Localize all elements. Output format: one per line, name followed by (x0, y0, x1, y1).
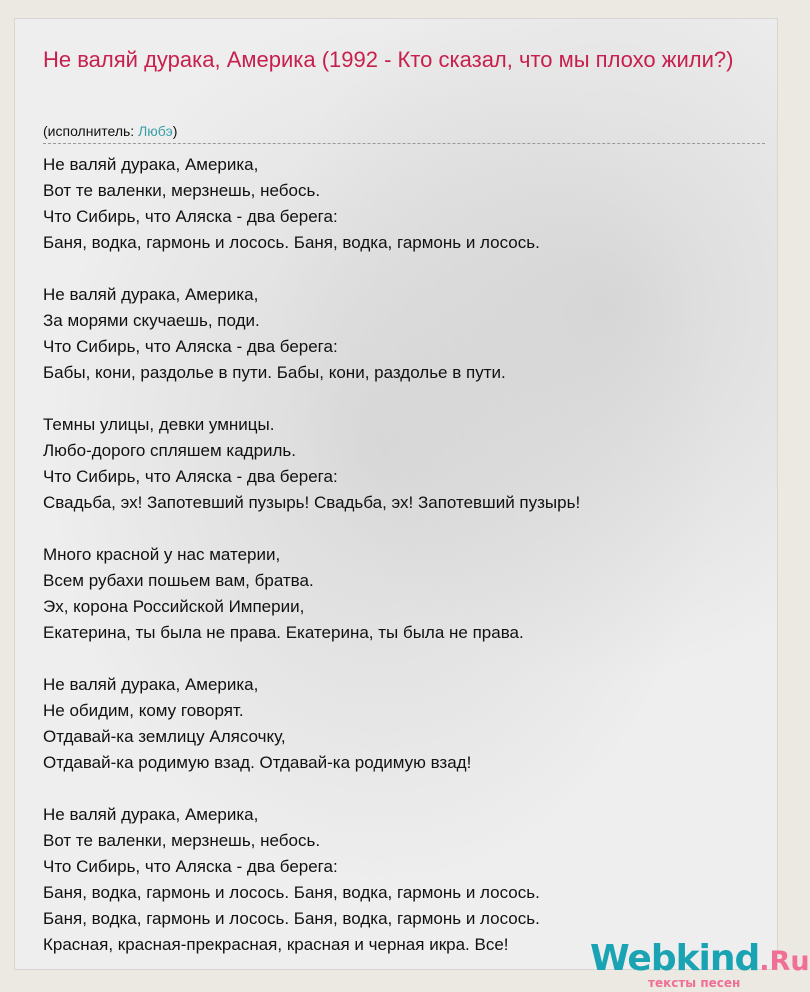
lyric-line: Любо-дорого спляшем кадриль. (43, 441, 297, 460)
lyric-line: Не валяй дурака, Америка, (43, 155, 259, 174)
lyric-line: Свадьба, эх! Запотевший пузырь! Свадьба, эх! Запотевший пузырь! (43, 493, 581, 512)
logo-tagline: тексты песен (648, 976, 741, 990)
lyric-line: Отдавай-ка землицу Алясочку, (43, 727, 286, 746)
lyric-line: Темны улицы, девки умницы. (43, 415, 275, 434)
lyric-line: Всем рубахи пошьем вам, братва. (43, 571, 314, 590)
logo-main: Webkind (590, 938, 760, 979)
artist-link[interactable]: Любэ (138, 123, 173, 139)
lyric-line: Баня, водка, гармонь и лосось. Баня, водка, гармонь и лосось. (43, 909, 540, 928)
divider (43, 143, 765, 144)
lyric-line: Вот те валенки, мерзнешь, небось. (43, 831, 321, 850)
artist-close: ) (172, 123, 178, 139)
lyric-line: Не валяй дурака, Америка, (43, 285, 259, 304)
lyric-line: Баня, водка, гармонь и лосось. Баня, водка, гармонь и лосось. (43, 883, 540, 902)
lyric-line: За морями скучаешь, поди. (43, 311, 260, 330)
lyric-line: Екатерина, ты была не права. Екатерина, ты была не права. (43, 623, 524, 642)
stanza (43, 282, 580, 386)
lyric-line: Бабы, кони, раздолье в пути. Бабы, кони, раздолье в пути. (43, 363, 506, 382)
lyric-line: Что Сибирь, что Аляска - два берега: (43, 857, 338, 876)
stanza (43, 412, 580, 516)
artist-label: (исполнитель: (43, 123, 139, 139)
lyric-line: Не валяй дурака, Америка, (43, 675, 259, 694)
lyric-line: Не валяй дурака, Америка, (43, 805, 259, 824)
logo-tld: .Ru (759, 946, 810, 977)
lyric-line: Вот те валенки, мерзнешь, небось. (43, 181, 321, 200)
webkind-logo[interactable] (590, 938, 810, 990)
stanza (43, 152, 580, 256)
lyrics-card (14, 18, 778, 970)
stanza (43, 672, 580, 776)
lyric-line: Эх, корона Российской Империи, (43, 597, 305, 616)
lyric-line: Не обидим, кому говорят. (43, 701, 244, 720)
artist-line (43, 123, 177, 139)
song-title: Не валяй дурака, Америка (1992 - Кто сказал, что мы плохо жили?) (43, 47, 734, 72)
lyric-line: Что Сибирь, что Аляска - два берега: (43, 337, 338, 356)
lyric-line: Что Сибирь, что Аляска - два берега: (43, 467, 338, 486)
lyric-line: Отдавай-ка родимую взад. Отдавай-ка родимую взад! (43, 753, 472, 772)
lyric-line: Что Сибирь, что Аляска - два берега: (43, 207, 338, 226)
lyric-line: Много красной у нас материи, (43, 545, 281, 564)
stanza (43, 802, 580, 958)
lyric-line: Красная, красная-прекрасная, красная и черная икра. Все! (43, 935, 509, 954)
lyrics-text (43, 152, 580, 984)
lyric-line: Баня, водка, гармонь и лосось. Баня, водка, гармонь и лосось. (43, 233, 540, 252)
stanza (43, 542, 580, 646)
